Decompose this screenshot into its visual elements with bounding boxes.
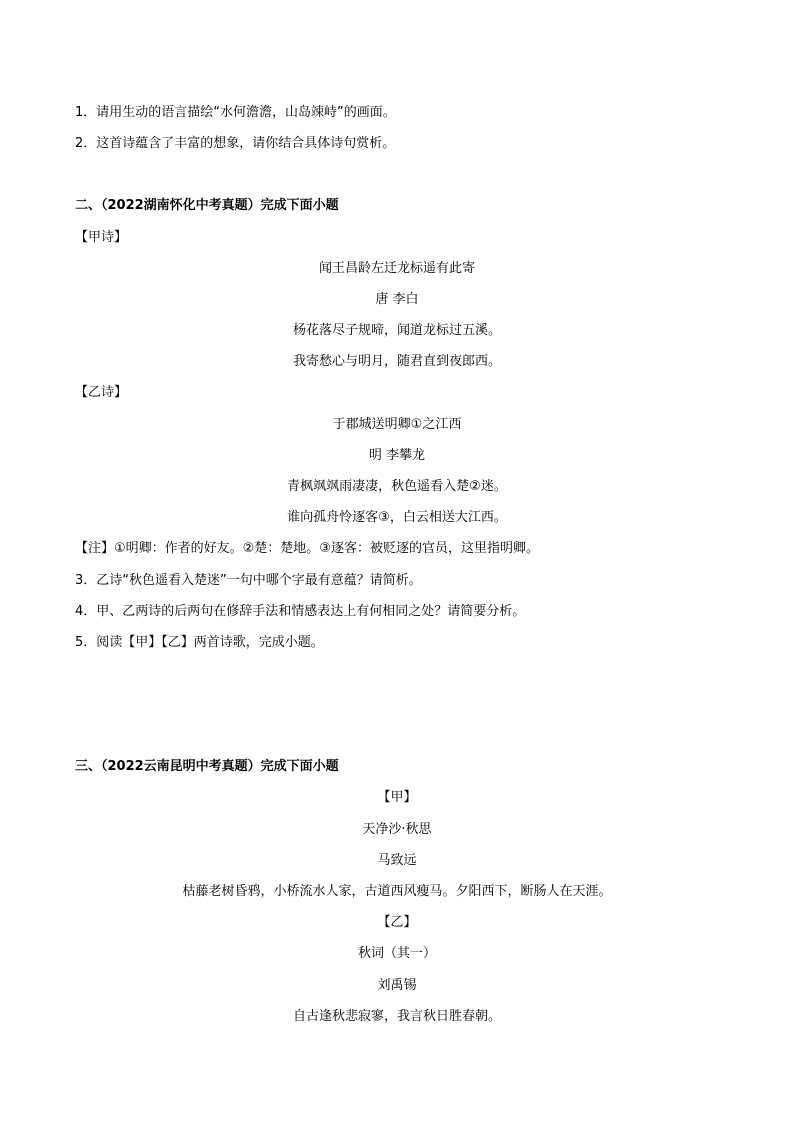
question-3: 3．乙诗“秋色遥看入楚迷”一句中哪个字最有意蕴？请简析。 — [75, 573, 422, 588]
question-5: 5．阅读【甲】【乙】两首诗歌，完成小题。 — [75, 635, 324, 650]
question-1: 1．请用生动的语言描绘“水何澹澹，山岛竦峙”的画面。 — [75, 105, 396, 120]
poem-d-tag: 【乙】 — [377, 915, 417, 930]
poem-a-line-1: 杨花落尽子规啼，闻道龙标过五溪。 — [292, 323, 501, 338]
poem-c-title: 天净沙·秋思 — [362, 822, 432, 837]
poem-b-line-1: 青枫飒飒雨凄凄，秋色遥看入楚②迷。 — [287, 479, 507, 494]
poem-b-line-2: 谁向孤舟怜逐客③，白云相送大江西。 — [287, 510, 507, 525]
poem-a-title: 闻王昌龄左迁龙标遥有此寄 — [318, 261, 475, 276]
poem-b-tag: 【乙诗】 — [75, 385, 128, 400]
poem-c-tag: 【甲】 — [377, 790, 417, 805]
poem-a-line-2: 我寄愁心与明月，随君直到夜郎西。 — [292, 354, 501, 369]
poem-b-author: 明 李攀龙 — [368, 448, 426, 463]
annotation-note: 【注】①明卿：作者的好友。②楚：楚地。③逐客：被贬逐的官员，这里指明卿。 — [75, 541, 539, 556]
section-2-heading: 二、（2022湖南怀化中考真题）完成下面小题 — [75, 198, 339, 213]
poem-c-line-1: 枯藤老树昏鸦，小桥流水人家，古道西风瘦马。夕阳西下，断肠人在天涯。 — [182, 884, 612, 899]
poem-a-author: 唐 李白 — [375, 292, 419, 307]
question-4: 4．甲、乙两诗的后两句在修辞手法和情感表达上有何相同之处？请简要分析。 — [75, 604, 526, 619]
poem-d-author: 刘禹锡 — [377, 978, 417, 993]
poem-b-title: 于郡城送明卿①之江西 — [332, 417, 462, 432]
question-2: 2．这首诗蕴含了丰富的想象，请你结合具体诗句赏析。 — [75, 136, 396, 151]
poem-c-author: 马致远 — [377, 853, 417, 868]
section-3-heading: 三、（2022云南昆明中考真题）完成下面小题 — [75, 759, 339, 774]
poem-d-line-1: 自古逢秋悲寂寥，我言秋日胜春朝。 — [292, 1009, 501, 1024]
poem-a-tag: 【甲诗】 — [75, 230, 128, 245]
poem-d-title: 秋词（其一） — [357, 946, 436, 961]
